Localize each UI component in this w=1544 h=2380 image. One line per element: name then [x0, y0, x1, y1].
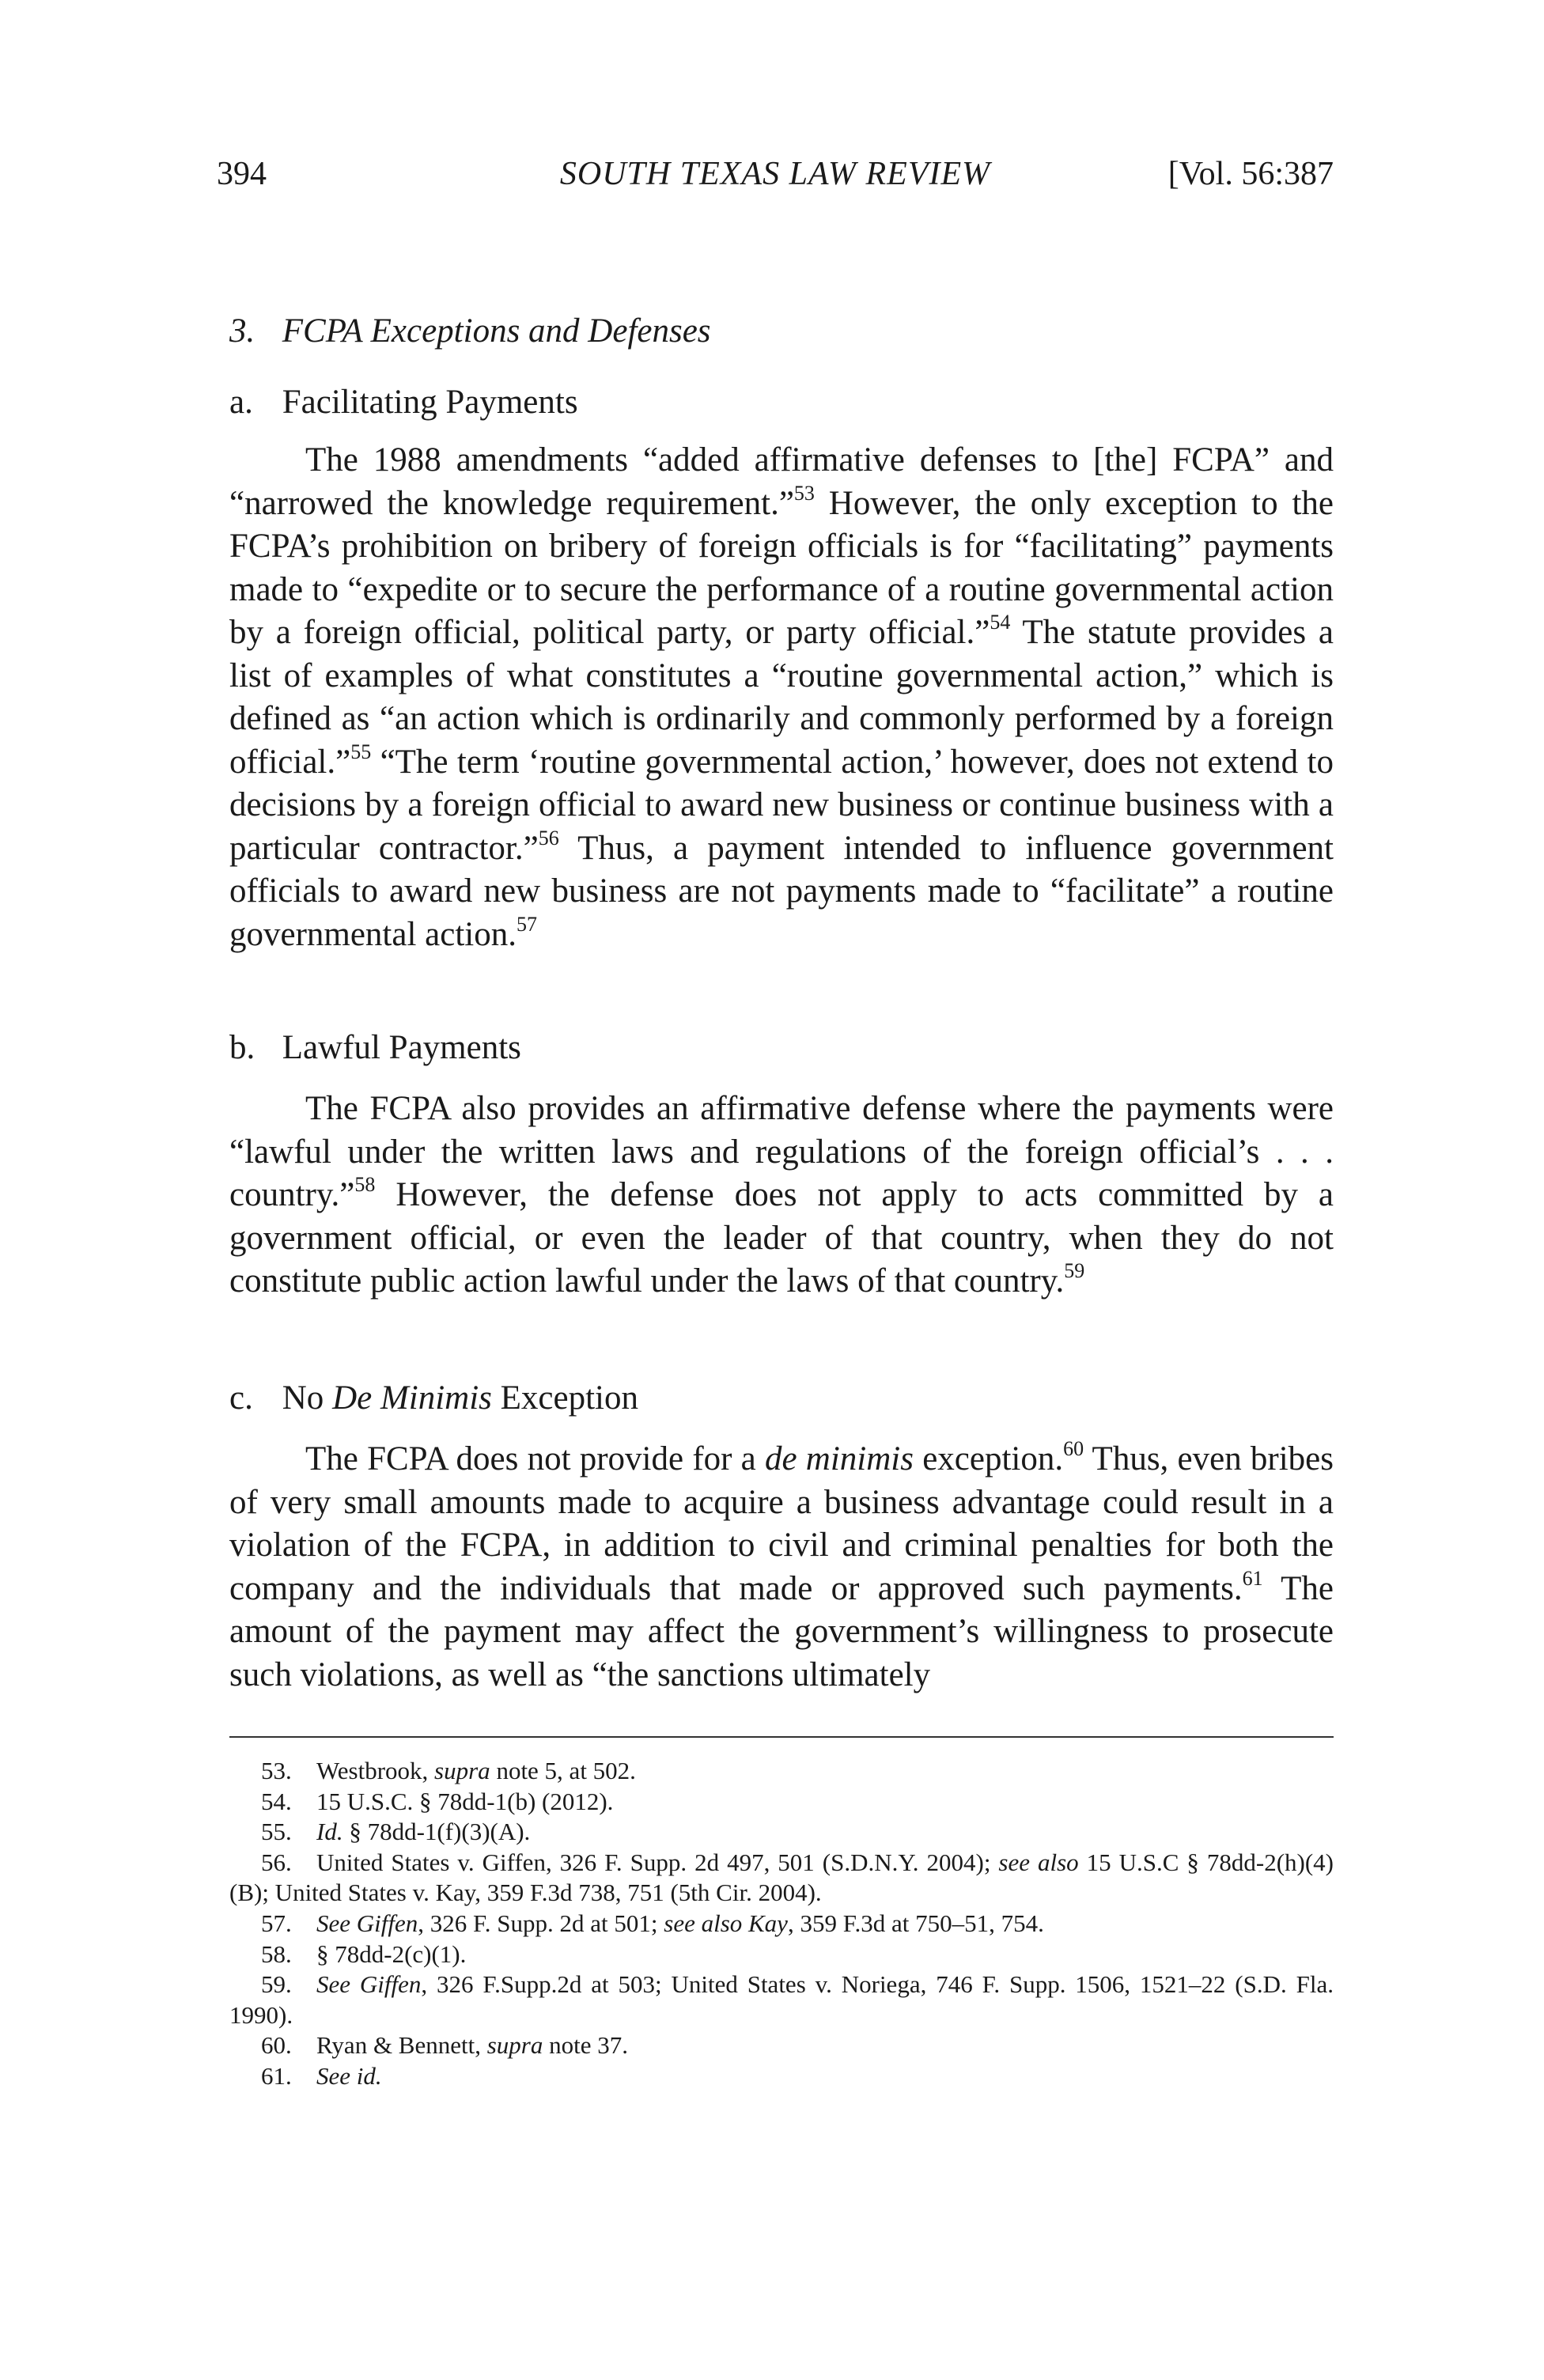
italic-text: Id.	[316, 1818, 343, 1846]
footnote	[229, 1848, 1334, 1909]
paragraph-facilitating-payments	[229, 439, 1334, 956]
footnote	[229, 1787, 1334, 1818]
footnote-number: 59.	[261, 1970, 292, 1999]
volume-citation: [Vol. 56:387	[1167, 156, 1334, 192]
text-run: exception.	[913, 1440, 1064, 1478]
footnote-number: 58.	[261, 1939, 292, 1968]
subsection-title: Lawful Payments	[282, 1029, 521, 1066]
section-title: FCPA Exceptions and Defenses	[282, 312, 711, 350]
footnote-ref: 61	[1242, 1566, 1263, 1590]
italic-text: de minimis	[764, 1440, 914, 1478]
section-heading	[229, 312, 711, 350]
footnote-number: 60.	[261, 2031, 292, 2060]
footnote-number: 61.	[261, 2061, 292, 2090]
text-run: Exception	[491, 1379, 638, 1417]
italic-text: De Minimis	[332, 1379, 492, 1417]
footnote	[229, 1817, 1334, 1848]
running-header	[217, 155, 1334, 202]
italic-text: See Giffen	[316, 1909, 418, 1937]
italic-text: see also	[998, 1848, 1079, 1876]
italic-text: supra	[434, 1757, 490, 1784]
subsection-label: b.	[229, 1029, 255, 1066]
footnote-ref: 58	[354, 1173, 376, 1196]
footnote	[229, 2061, 1334, 2092]
text-run: The FCPA does not provide for a	[305, 1440, 765, 1478]
footnotes	[229, 1756, 1334, 2092]
text-run: No	[282, 1379, 333, 1417]
footnote-number: 53.	[261, 1757, 292, 1784]
text-run: , 359 F.3d at 750–51, 754.	[787, 1909, 1044, 1937]
italic-text: supra	[486, 2031, 543, 2060]
subsection-label: a.	[229, 384, 253, 421]
text-run: The statute provides a list of examples of what constitutes a “routine governmental action,” which is defined as “an action which is ordinarily and commonly performed by a foreign official.”	[229, 614, 1334, 781]
subsection-title: Facilitating Payments	[282, 384, 578, 421]
subsection-heading-c	[229, 1379, 638, 1417]
text-run: United States v. Giffen, 326 F. Supp. 2d 497, 501 (S.D.N.Y. 2004);	[316, 1848, 999, 1876]
italic-text: See Giffen	[316, 1970, 422, 1999]
italic-text: See id.	[316, 2061, 382, 2090]
text-run: The FCPA also provides an affirmative defense where the payments were “lawful under the written laws and regulations of the foreign official’s . . . country.”	[229, 1090, 1334, 1213]
footnote-divider	[229, 1736, 1334, 1738]
footnote-ref: 53	[793, 481, 815, 505]
text-run: § 78dd-2(c)(1).	[316, 1939, 467, 1968]
footnote-number: 56.	[261, 1848, 292, 1876]
footnote-number: 57.	[261, 1909, 292, 1937]
text-run: 15 U.S.C. § 78dd-1(b) (2012).	[316, 1787, 614, 1815]
text-run: note 5, at 502.	[490, 1757, 636, 1784]
footnote	[229, 1939, 1334, 1970]
footnote-ref: 57	[516, 912, 537, 936]
paragraph-lawful-payments	[229, 1088, 1334, 1304]
footnote-ref: 56	[538, 826, 559, 849]
section-number: 3.	[229, 312, 255, 350]
journal-title: SOUTH TEXAS LAW REVIEW	[559, 156, 991, 192]
footnote	[229, 1969, 1334, 2030]
text-run: The amount of the payment may affect the government’s willingness to prosecute such violations, as well as “the sanctions ultimately	[229, 1569, 1334, 1693]
text-run: However, the only exception to the FCPA’s prohibition on bribery of foreign officials is for “facilitating” payments made to “expedite or to secure the performance of a routine governmental action by a foreign official, political party, or party official.”	[229, 484, 1334, 651]
subsection-heading-a	[229, 383, 578, 422]
footnote-ref: 59	[1064, 1259, 1085, 1282]
text-run: note 37.	[543, 2031, 628, 2060]
footnote	[229, 1909, 1334, 1939]
text-run: Ryan & Bennett,	[316, 2031, 487, 2060]
text-run: 15 U.S.C § 78dd-2(h)(4)(B); United States v. Kay, 359 F.3d 738, 751 (5th Cir. 2004).	[229, 1848, 1334, 1907]
text-run: , 326 F. Supp. 2d at 501;	[418, 1909, 664, 1937]
footnote-ref: 60	[1063, 1437, 1084, 1460]
footnote-ref: 54	[990, 611, 1011, 634]
footnote-number: 55.	[261, 1818, 292, 1846]
text-run: § 78dd-1(f)(3)(A).	[342, 1818, 531, 1846]
text-run: Thus, a payment intended to influence government officials to award new business are not payments made to “facilitate” a routine governmental action.	[229, 829, 1334, 953]
text-run: However, the defense does not apply to acts committed by a government official, or even the leader of that country, when they do not constitute public action lawful under the laws of that country.	[229, 1176, 1334, 1300]
text-run: The 1988 amendments “added affirmative defenses to [the] FCPA” and “narrowed the knowledge requirement.”	[229, 441, 1334, 522]
paragraph-no-de-minimis	[229, 1438, 1334, 1697]
subsection-label: c.	[229, 1379, 253, 1417]
italic-text: see also Kay	[664, 1909, 788, 1937]
subsection-heading-b	[229, 1028, 521, 1067]
footnote-number: 54.	[261, 1787, 292, 1815]
footnote-ref: 55	[350, 740, 372, 763]
text-run: “The term ‘routine governmental action,’ however, does not extend to decisions by a foreign official to award new business or continue business with a particular contractor.”	[229, 743, 1334, 867]
text-run: , 326 F.Supp.2d at 503; United States v. Noriega, 746 F. Supp. 1506, 1521–22 (S.D. Fla. 1990).	[229, 1970, 1334, 2029]
text-run: Westbrook,	[316, 1757, 435, 1784]
page-number: 394	[217, 156, 267, 192]
subsection-title	[282, 1379, 638, 1417]
footnote	[229, 2030, 1334, 2061]
text-run: Thus, even bribes of very small amounts made to acquire a business advantage could result in a violation of the FCPA, in addition to civil and criminal penalties for both the company and the individuals that made or approved such payments.	[229, 1440, 1334, 1607]
footnote	[229, 1756, 1334, 1787]
